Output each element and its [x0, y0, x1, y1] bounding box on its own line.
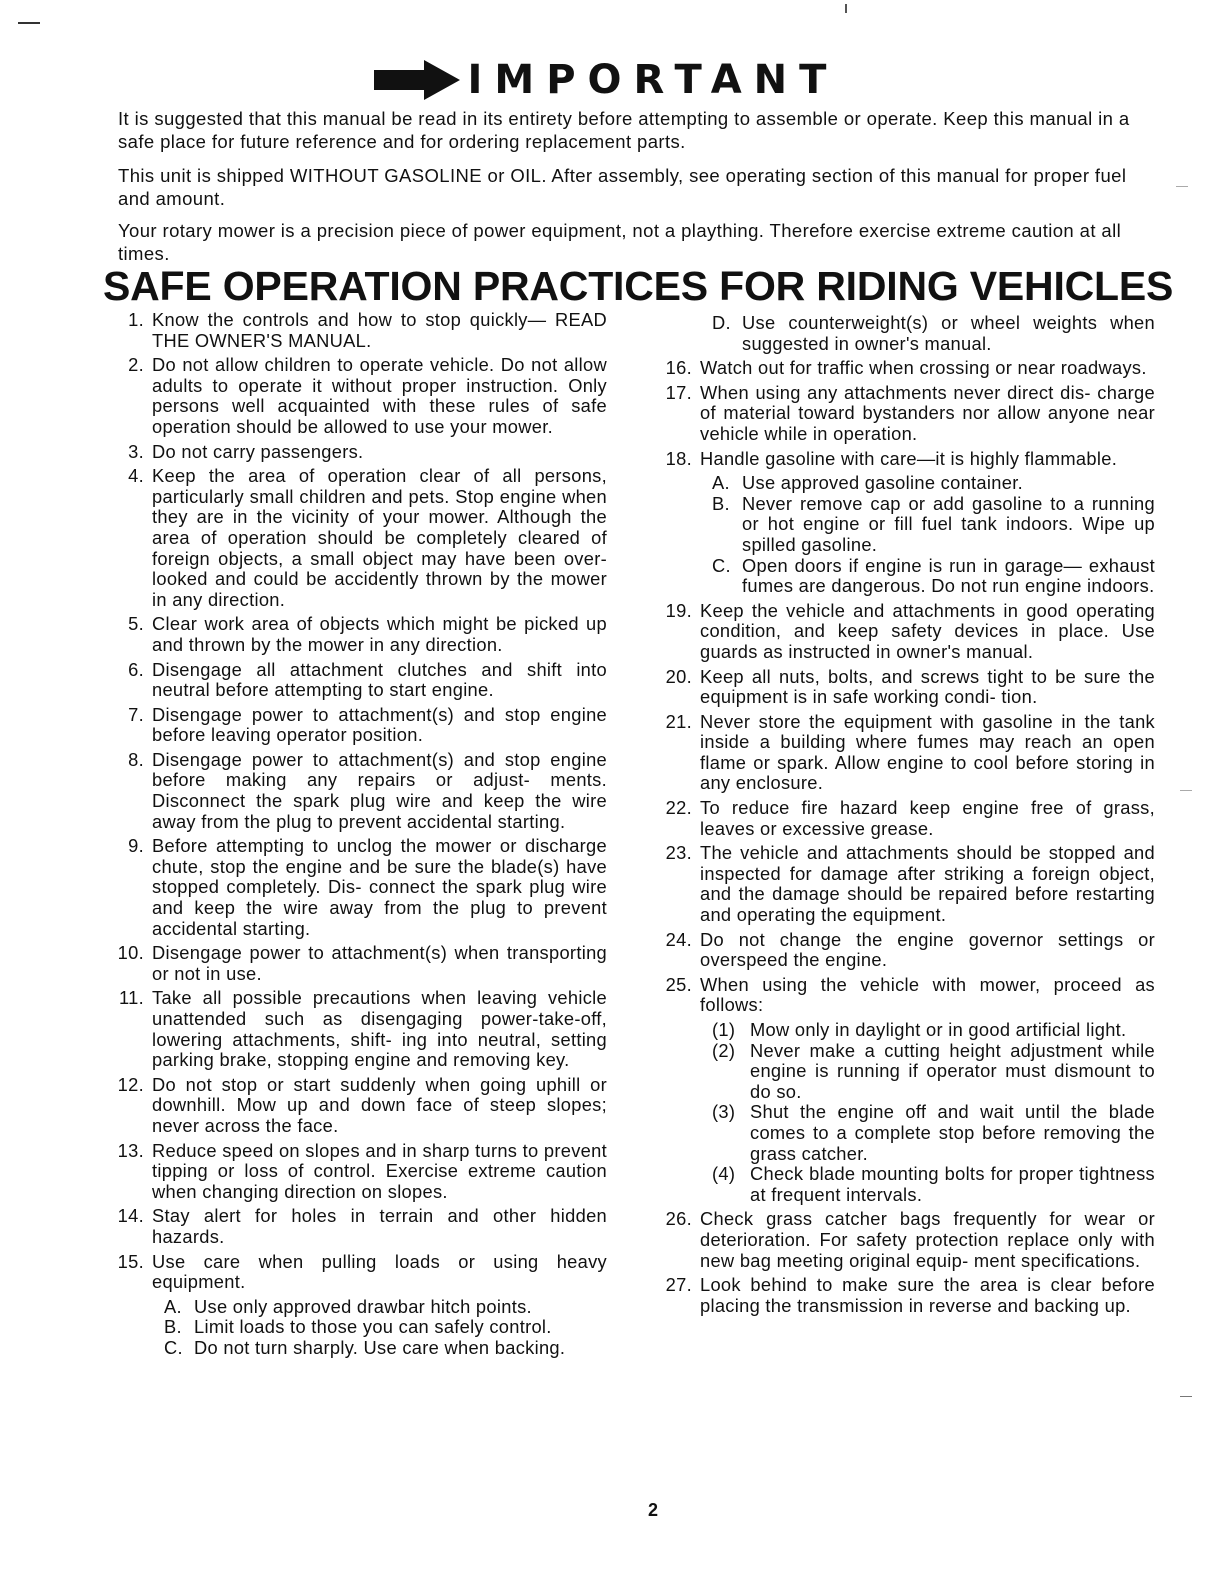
item-number: 13.	[117, 1139, 144, 1161]
item-text: Take all possible precautions when leaving vehicle unattended such as disengaging power-take-off, lowering attachments, shift- ing into neutral, setting parking brake, stopping engine and removing key.	[152, 987, 607, 1071]
sub-text: Open doors if engine is run in garage— exhaust fumes are dangerous. Do not run engine indoors.	[742, 554, 1155, 597]
item-text: Never store the equipment with gasoline in the tank inside a building where fumes may reach an open flame or spark. Allow engine to cool before storing in any enclosure.	[700, 710, 1155, 794]
item-number: 12.	[117, 1073, 144, 1095]
sub-label: C.	[712, 554, 731, 576]
item-number: 4.	[128, 465, 144, 487]
sub-label: A.	[712, 472, 730, 494]
intro-text: Your rotary mower is a precision piece of power equipment, not a plaything. Therefore exercise extreme caution at all times.	[118, 220, 1122, 264]
item-number: 2.	[128, 354, 144, 376]
margin-mark	[1180, 790, 1192, 791]
list-item	[112, 750, 607, 832]
sub-item	[712, 494, 1155, 556]
sub-item	[712, 1020, 1155, 1041]
item-row	[112, 310, 607, 351]
list-item	[112, 614, 607, 655]
sub-text: Shut the engine off and wait until the blade comes to a complete stop before removing the grass catcher.	[750, 1101, 1155, 1164]
item-text: Use care when pulling loads or using heavy equipment.	[152, 1250, 607, 1293]
sub-label: B.	[164, 1316, 182, 1338]
item-number: 8.	[128, 748, 144, 770]
intro-paragraph-2	[118, 164, 1158, 210]
item-text: Handle gasoline with care—it is highly flammable.	[700, 447, 1118, 469]
item-row	[660, 843, 1155, 925]
item-row	[112, 988, 607, 1070]
sub-text: Limit loads to those you can safely control.	[194, 1316, 552, 1338]
sub-label: (1)	[712, 1019, 736, 1040]
sub-item	[164, 1317, 607, 1338]
item-number: 5.	[128, 613, 144, 635]
item-row	[660, 601, 1155, 663]
item-text: Keep all nuts, bolts, and screws tight to be sure the equipment is in safe working condi- tion.	[700, 665, 1155, 708]
item-number: 23.	[665, 842, 692, 864]
section-title: SAFE OPERATION PRACTICES FOR RIDING VEHICLES	[103, 263, 1174, 309]
list-item	[660, 383, 1155, 445]
sub-item	[712, 1102, 1155, 1164]
important-header	[0, 56, 1212, 104]
list-item	[112, 310, 607, 351]
item-row	[112, 943, 607, 984]
margin-mark	[1176, 186, 1188, 187]
item-text: Do not change the engine governor settings or overspeed the engine.	[700, 928, 1155, 971]
sub-text: Do not turn sharply. Use care when backing.	[194, 1336, 566, 1358]
item-number: 21.	[665, 710, 692, 732]
sub-item	[164, 1338, 607, 1359]
list-item	[660, 930, 1155, 971]
item-text: Keep the vehicle and attachments in good operating condition, and keep safety devices in place. Use guards as instructed in owner's manual.	[700, 599, 1155, 662]
item-row	[660, 449, 1155, 470]
list-item	[660, 449, 1155, 601]
item-text: Before attempting to unclog the mower or discharge chute, stop the engine and be sure the blade(s) have stopped completely. Dis- connect the spark plug wire and keep the wire away from the plug to prevent accidental starting.	[152, 835, 607, 939]
sub-item-d	[712, 313, 1155, 354]
sub-label: (3)	[712, 1101, 736, 1123]
item-number: 14.	[117, 1205, 144, 1227]
list-item	[112, 466, 607, 610]
list-item	[112, 442, 607, 463]
corner-dash	[18, 22, 40, 24]
item-row	[660, 930, 1155, 971]
item-number: 6.	[128, 658, 144, 680]
list-item	[660, 975, 1155, 1210]
item-text: To reduce fire hazard keep engine free of grass, leaves or excessive grease.	[700, 797, 1155, 839]
sub-text: Never remove cap or add gasoline to a running or hot engine or fill fuel tank indoors. Wipe up spilled gasoline.	[742, 492, 1155, 555]
item-number: 15.	[117, 1250, 144, 1272]
item-number: 10.	[117, 942, 144, 964]
item-text: Know the controls and how to stop quickly— READ THE OWNER'S MANUAL.	[152, 309, 607, 351]
item-row	[660, 975, 1155, 1016]
item-number: 24.	[665, 928, 692, 950]
item-number: 26.	[665, 1208, 692, 1230]
list-item	[660, 1275, 1155, 1316]
item-number: 3.	[128, 440, 144, 462]
sub-text: Never make a cutting height adjustment while engine is running if operator must dismount to do so.	[750, 1039, 1155, 1102]
intro-text: It is suggested that this manual be read in its entirety before attempting to assemble or operate. Keep this manual in a safe place for future reference and for ordering replacement parts.	[118, 108, 1130, 152]
right-items	[660, 358, 1155, 1316]
item-row	[660, 712, 1155, 794]
item-row	[112, 660, 607, 701]
left-column	[112, 310, 607, 1363]
item-row	[660, 358, 1155, 379]
sub-item	[712, 1041, 1155, 1103]
sub-label: (4)	[712, 1163, 736, 1185]
list-item	[660, 667, 1155, 708]
right-column	[660, 313, 1155, 1320]
item-text: Stay alert for holes in terrain and other hidden hazards.	[152, 1205, 607, 1247]
item-row	[112, 355, 607, 437]
sub-label: B.	[712, 492, 730, 514]
item-row	[660, 798, 1155, 839]
item-row	[112, 750, 607, 832]
margin-mark	[1180, 1396, 1192, 1397]
list-item	[660, 358, 1155, 379]
page-number: 2	[648, 1500, 659, 1520]
item-row	[112, 1075, 607, 1137]
top-tick-mark	[845, 4, 847, 13]
item-text: Disengage power to attachment(s) and stop engine before making any repairs or adjust- ments. Disconnect the spark plug wire and keep the wire away from the plug to prevent accidental starting.	[152, 748, 607, 832]
list-item	[112, 355, 607, 437]
item-number: 27.	[665, 1274, 692, 1296]
item-text: When using any attachments never direct dis- charge of material toward bystanders nor allow anyone near vehicle while in operation.	[700, 381, 1155, 444]
item-number: 17.	[665, 381, 692, 403]
item-text: Watch out for traffic when crossing or near roadways.	[700, 357, 1147, 379]
item-text: Look behind to make sure the area is clear before placing the transmission in reverse and backing up.	[700, 1274, 1155, 1316]
arrow-right-icon	[374, 60, 460, 100]
sub-item	[712, 556, 1155, 597]
sub-text: Use only approved drawbar hitch points.	[194, 1295, 532, 1317]
list-item	[112, 1252, 607, 1363]
sub-label: (2)	[712, 1039, 736, 1061]
list-item	[660, 712, 1155, 794]
list-item	[112, 660, 607, 701]
intro-paragraph-1	[118, 107, 1158, 153]
item-number: 1.	[128, 309, 144, 330]
list-item	[660, 798, 1155, 839]
sub-label: C.	[164, 1336, 183, 1358]
item-number: 7.	[128, 703, 144, 725]
item-number: 18.	[665, 447, 692, 469]
list-item	[112, 943, 607, 984]
sub-text: Mow only in daylight or in good artificial light.	[750, 1019, 1127, 1040]
item-text: Reduce speed on slopes and in sharp turns to prevent tipping or loss of control. Exercise extreme caution when changing direction on slopes.	[152, 1139, 607, 1202]
item-row	[112, 705, 607, 746]
item-row	[112, 836, 607, 939]
item-number: 16.	[665, 357, 692, 379]
item-text: Keep the area of operation clear of all persons, particularly small children and pets. Stop engine when they are in the vicinity of your mower. Although the area of operation should be completely cleared of foreign objects, a small object may have been over- looked and could be accidently thrown by the mower in any direction.	[152, 465, 607, 610]
item-text: Do not allow children to operate vehicle. Do not allow adults to operate it without proper instruction. Only persons well acquainted with these rules of safe operation should be allowed to use your mower.	[152, 354, 607, 437]
item-row	[112, 1252, 607, 1293]
list-item	[660, 1209, 1155, 1271]
item-row	[660, 1209, 1155, 1271]
sub-label: D.	[712, 312, 731, 333]
list-item	[112, 1141, 607, 1203]
item-text: The vehicle and attachments should be stopped and inspected for damage after striking a foreign object, and the damage should be repaired before restarting and operating the equipment.	[700, 842, 1155, 926]
sub-item	[712, 1164, 1155, 1205]
item-row	[660, 667, 1155, 708]
item-row	[112, 614, 607, 655]
item-text: Disengage all attachment clutches and shift into neutral before attempting to start engine.	[152, 658, 607, 701]
sub-label: A.	[164, 1295, 182, 1317]
item-number: 25.	[665, 973, 692, 995]
list-item	[660, 601, 1155, 663]
item-number: 22.	[665, 797, 692, 819]
sub-text: Check blade mounting bolts for proper tightness at frequent intervals.	[750, 1163, 1155, 1205]
item-text: Check grass catcher bags frequently for wear or deterioration. For safety protection replace only with new bag meeting original equip- ment specifications.	[700, 1208, 1155, 1271]
item-number: 20.	[665, 665, 692, 687]
item-text: When using the vehicle with mower, proceed as follows:	[700, 973, 1155, 1016]
item-row	[660, 1275, 1155, 1316]
item-row	[660, 383, 1155, 445]
item-row	[112, 466, 607, 610]
sub-item	[164, 1297, 607, 1318]
item-text: Do not carry passengers.	[152, 440, 364, 462]
list-item	[112, 1206, 607, 1247]
item-text: Clear work area of objects which might be picked up and thrown by the mower in any direction.	[152, 613, 607, 655]
item-number: 11.	[119, 987, 144, 1009]
list-item	[112, 1075, 607, 1137]
item-row	[112, 1141, 607, 1203]
important-heading: IMPORTANT	[467, 57, 839, 103]
sub-text: Use counterweight(s) or wheel weights when suggested in owner's manual.	[742, 312, 1155, 354]
intro-text: This unit is shipped WITHOUT GASOLINE or OIL. After assembly, see operating section of this manual for proper fuel and amount.	[118, 165, 1127, 209]
list-item	[112, 836, 607, 939]
item-number: 9.	[128, 835, 144, 857]
item-row	[112, 1206, 607, 1247]
sub-text: Use approved gasoline container.	[742, 472, 1023, 494]
list-item	[660, 843, 1155, 925]
item-text: Disengage power to attachment(s) when transporting or not in use.	[152, 942, 607, 984]
item-row	[112, 442, 607, 463]
sub-item	[712, 473, 1155, 494]
item-text: Disengage power to attachment(s) and stop engine before leaving operator position.	[152, 703, 607, 746]
item-text: Do not stop or start suddenly when going uphill or downhill. Mow up and down face of steep slopes; never across the face.	[152, 1073, 607, 1136]
list-item	[112, 988, 607, 1070]
list-item	[112, 705, 607, 746]
item-number: 19.	[665, 599, 692, 621]
intro-paragraph-3	[118, 219, 1158, 265]
